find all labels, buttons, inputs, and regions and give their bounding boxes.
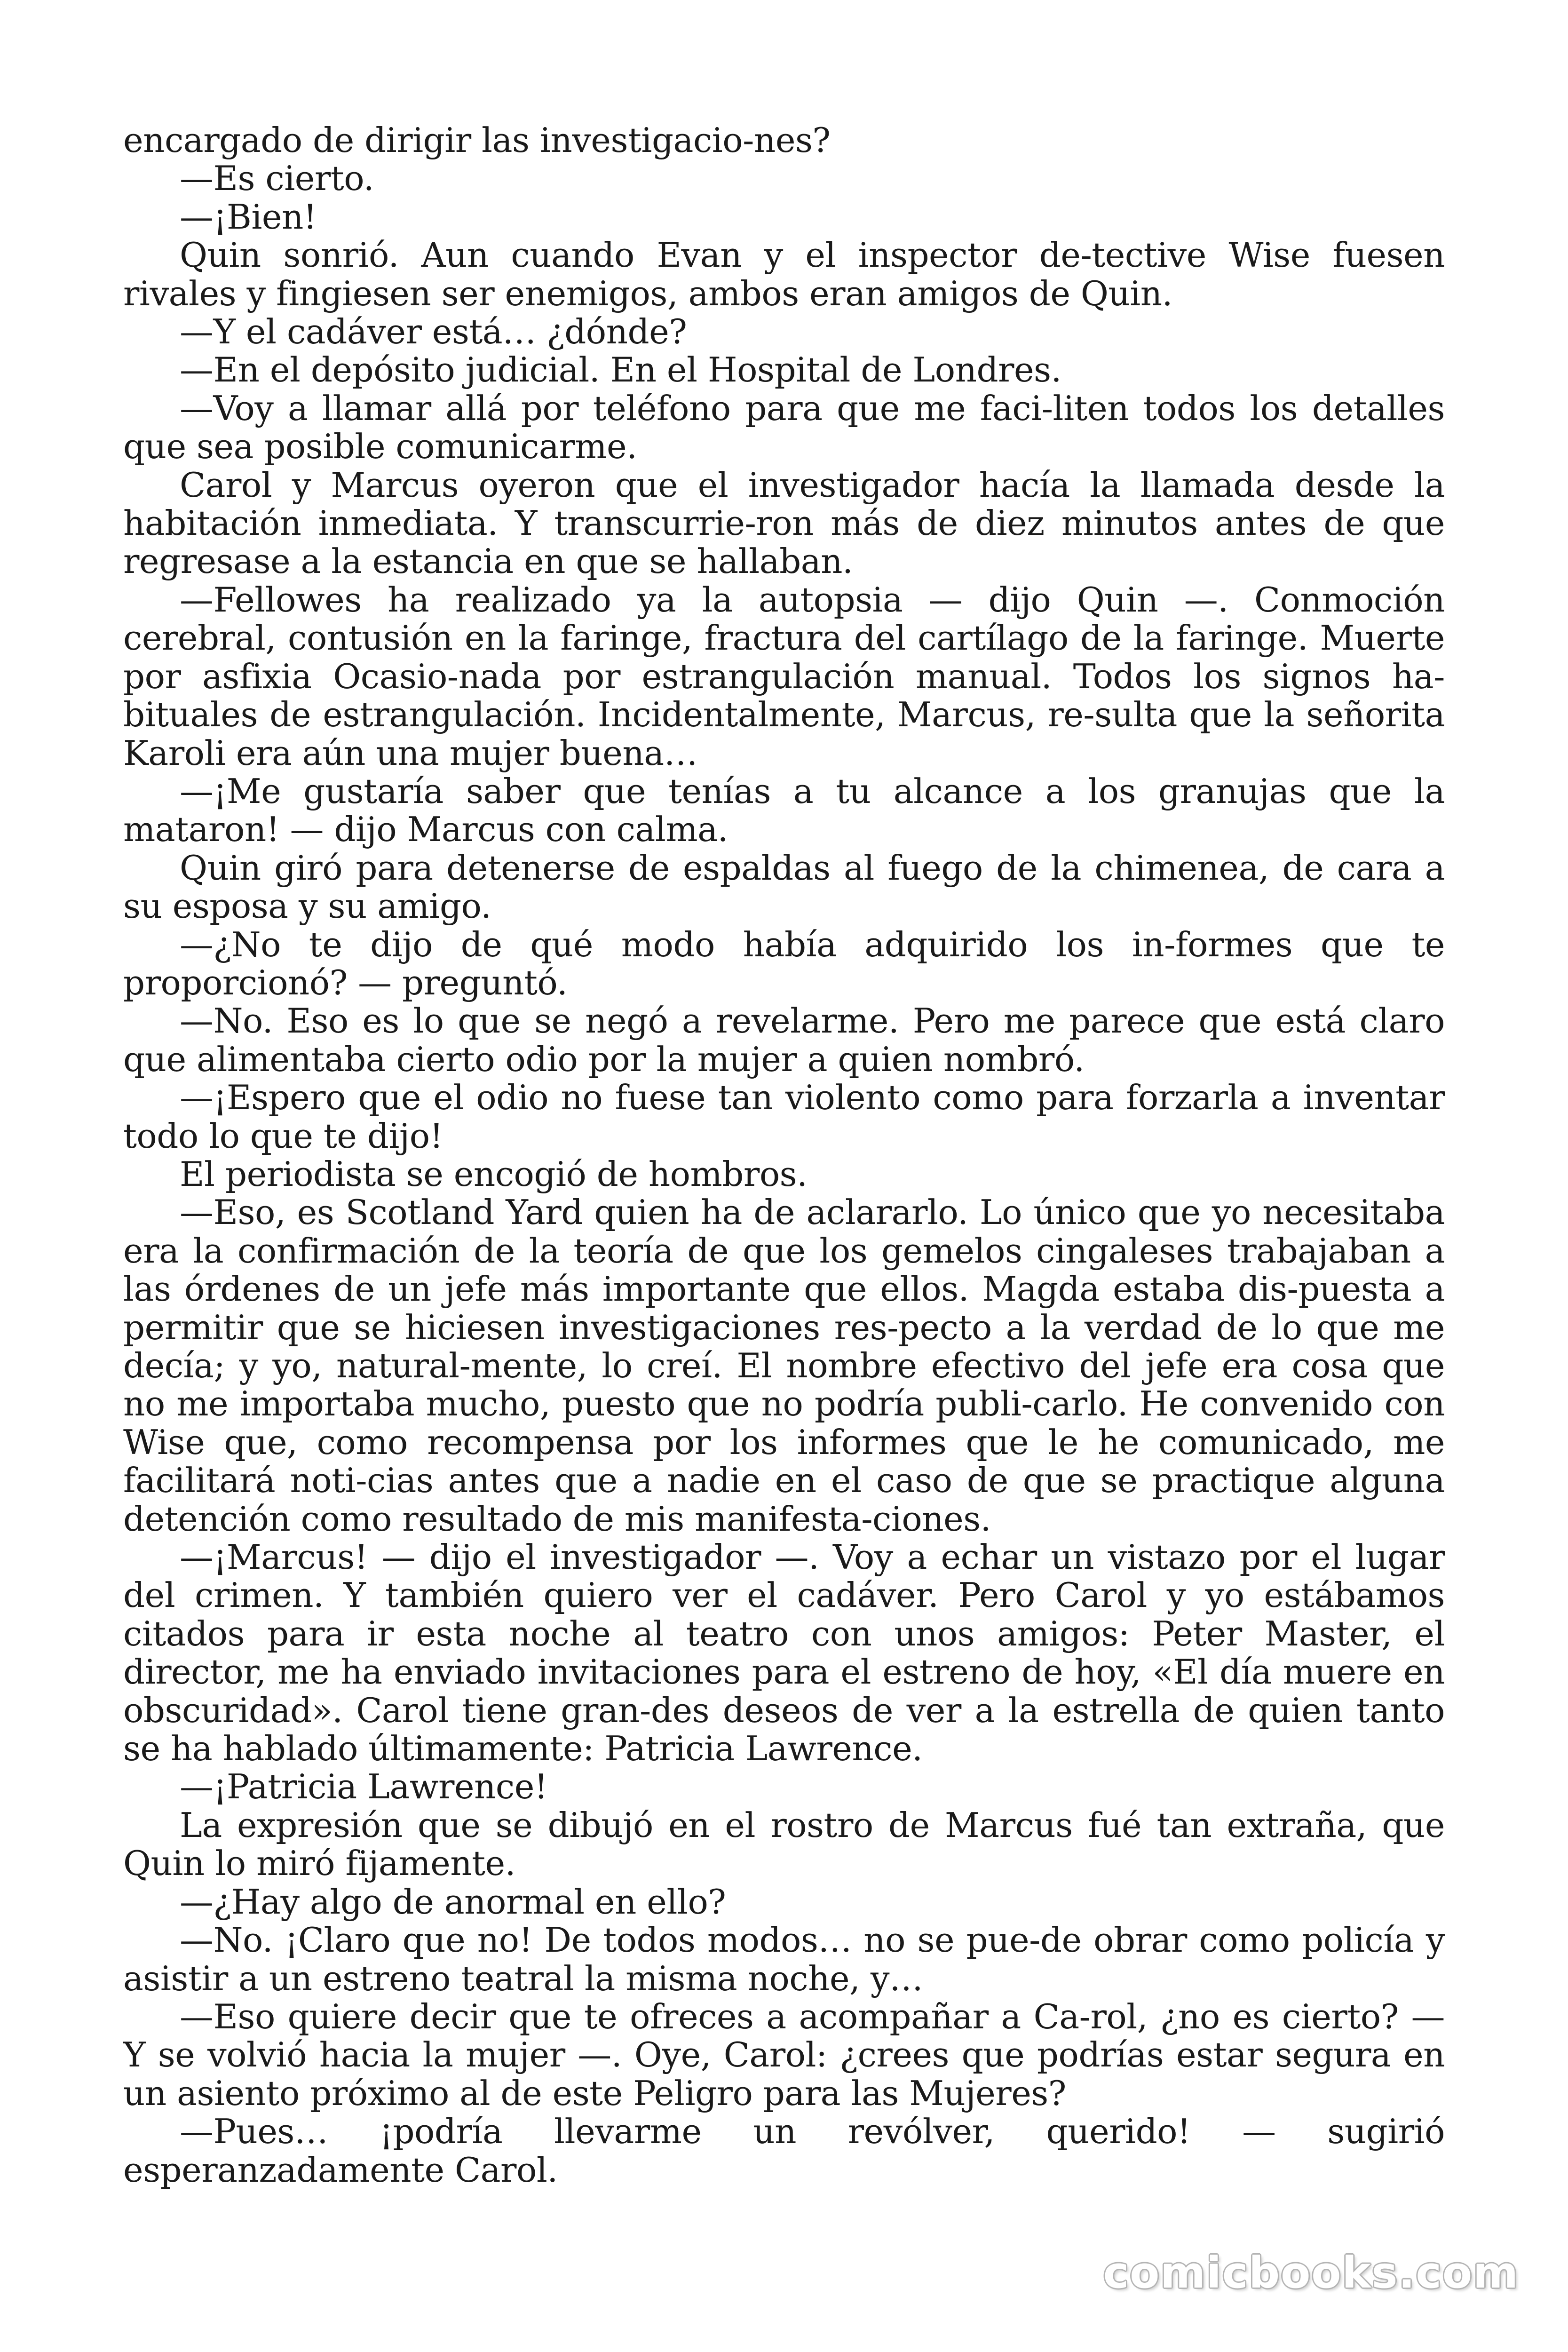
paragraph: —No. ¡Claro que no! De todos modos… no se pue-de obrar como policía y asistir a un estreno teatral la misma noche, y… [123,1920,1445,1998]
paragraph: —¿No te dijo de qué modo había adquirido los in-formes que te proporcionó? — preguntó. [123,924,1445,1002]
paragraph: —En el depósito judicial. En el Hospital de Londres. [180,350,1061,390]
paragraph: Quin giró para detenerse de espaldas al fuego de la chimenea, de cara a su esposa y su amigo. [123,848,1445,926]
body-text [123,121,1445,2189]
paragraph: —¡Marcus! — dijo el investigador —. Voy a echar un vistazo por el lugar del crimen. Y también quiero ver el cadáver. Pero Carol y yo estábamos citados para ir esta noche al teatro con unos amigos: Peter Master, el director, me ha enviado invitaciones para el estreno de hoy, «El día muere en obscuridad». Carol tiene gran-des deseos de ver a la estrella de quien tanto se ha hablado últimamente: Patricia Lawrence. [123,1537,1445,1769]
paragraph: Carol y Marcus oyeron que el investigador hacía la llamada desde la habitación inmediata. Y transcurrie-ron más de diez minutos antes de que regresase a la estancia en que se hallaban. [123,465,1445,581]
paragraph: Quin sonrió. Aun cuando Evan y el inspector de-tective Wise fuesen rivales y fingiesen ser enemigos, ambos eran amigos de Quin. [123,235,1445,313]
paragraph: —Voy a llamar allá por teléfono para que me faci-liten todos los detalles que sea posible comunicarme. [123,388,1445,467]
paragraph: —¡Espero que el odio no fuese tan violento como para forzarla a inventar todo lo que te dijo! [123,1078,1445,1156]
paragraph: —Es cierto. [180,159,374,199]
paragraph: —Eso, es Scotland Yard quien ha de aclararlo. Lo único que yo necesitaba era la confirmación de la teoría de que los gemelos cingaleses trabajaban a las órdenes de un jefe más importante que ellos. Magda estaba dis-puesta a permitir que se hiciesen investigaciones res-pecto a la verdad de lo que me decía; y yo, natural-mente, lo creí. El nombre efectivo del jefe era cosa que no me importaba mucho, puesto que no podría publi-carlo. He convenido con Wise que, como recompensa por los informes que le he comunicado, me facilitará noti-cias antes que a nadie en el caso de que se practique alguna detención como resultado de mis manifesta-ciones. [123,1192,1445,1539]
paragraph: —¡Me gustaría saber que tenías a tu alcance a los granujas que la mataron! — dijo Marcus con calma. [123,771,1445,850]
paragraph: El periodista se encogió de hombros. [180,1154,808,1194]
paragraph: encargado de dirigir las investigacio-nes? [123,120,831,160]
paragraph: —Fellowes ha realizado ya la autopsia — dijo Quin —. Conmoción cerebral, contusión en la faringe, fractura del cartílago de la faringe. Muerte por asfixia Ocasio-nada por estrangulación manual. Todos los signos ha-bituales de estrangulación. Incidentalmente, Marcus, re-sulta que la señorita Karoli era aún una mujer buena… [123,580,1445,773]
paragraph: —¡Bien! [180,197,317,237]
paragraph: —Eso quiere decir que te ofreces a acompañar a Ca-rol, ¿no es cierto? — Y se volvió hacia la mujer —. Oye, Carol: ¿crees que podrías estar segura en un asiento próximo al de este Peligro para las Mujeres? [123,1996,1445,2113]
paragraph: —Y el cadáver está… ¿dónde? [180,312,687,352]
paragraph: —¡Patricia Lawrence! [180,1767,548,1807]
paragraph: —¿Hay algo de anormal en ello? [180,1882,726,1922]
paragraph: —No. Eso es lo que se negó a revelarme. Pero me parece que está claro que alimentaba cierto odio por la mujer a quien nombró. [123,1001,1445,1079]
watermark: comicbooks.com [1103,2248,1519,2298]
paragraph: —Pues… ¡podría llevarme un revólver, querido! — sugirió esperanzadamente Carol. [123,2112,1445,2190]
paragraph: La expresión que se dibujó en el rostro de Marcus fué tan extraña, que Quin lo miró fijamente. [123,1805,1445,1883]
